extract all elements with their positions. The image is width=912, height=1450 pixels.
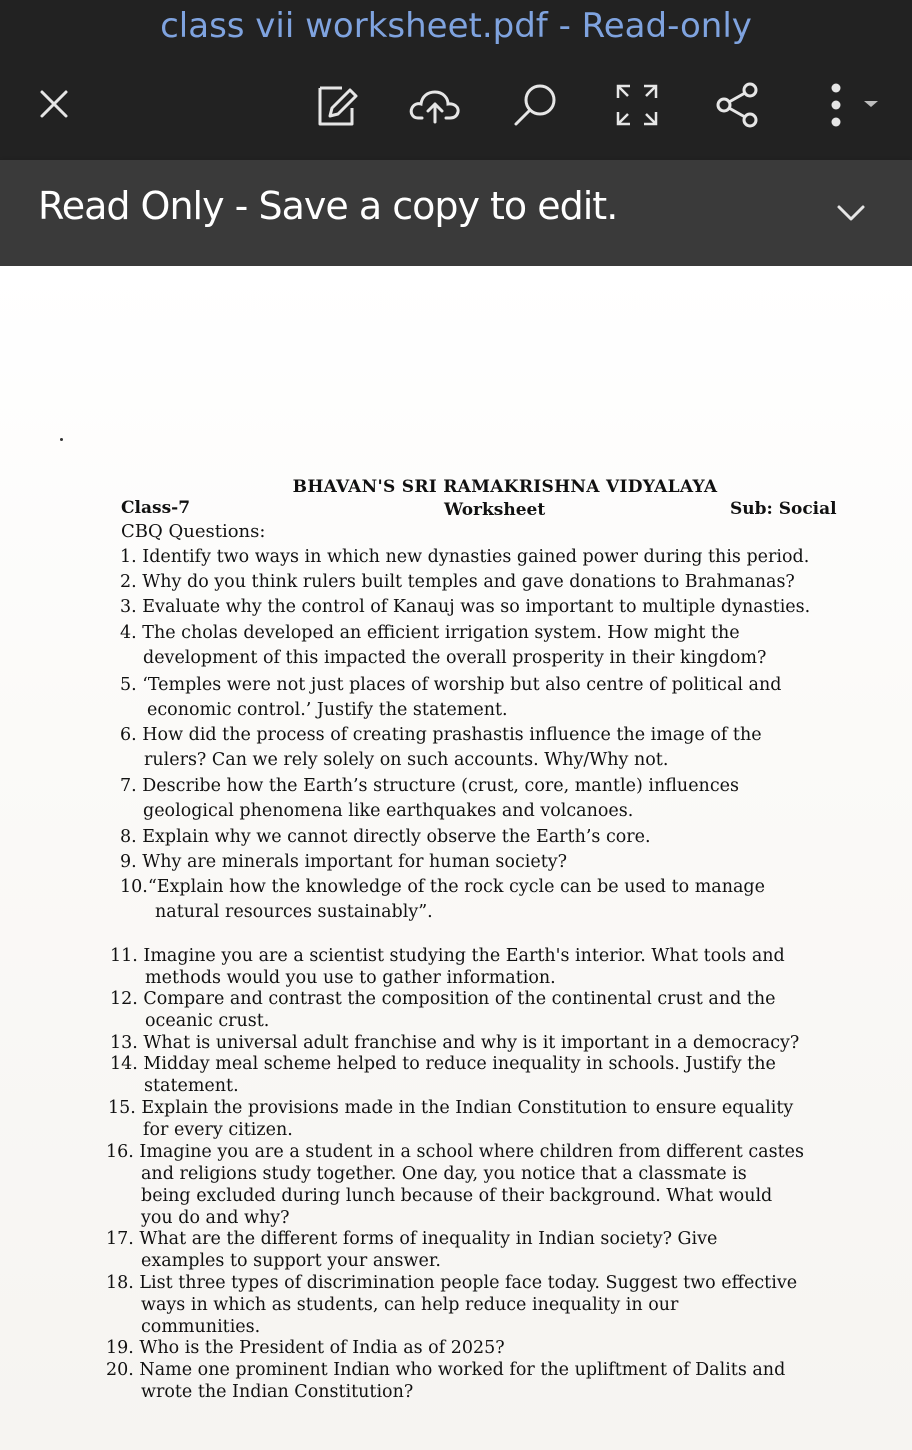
question-text: economic control.’ Justify the statement. <box>147 700 508 720</box>
question-text: and religions study together. One day, you notice that a classmate is <box>141 1164 747 1184</box>
question-12 <box>110 988 776 1032</box>
question-number: 14. <box>110 1054 138 1074</box>
question-text: geological phenomena like earthquakes and volcanoes. <box>143 801 634 821</box>
banner-expand-button[interactable] <box>834 196 868 230</box>
question-number: 1. <box>120 547 137 567</box>
question-2 <box>120 570 795 595</box>
fullscreen-button[interactable] <box>612 80 662 130</box>
question-text: How did the process of creating prashastis influence the image of the <box>142 725 762 745</box>
question-text: Identify two ways in which new dynasties gained power during this period. <box>142 547 810 567</box>
question-number: 5. <box>120 675 137 695</box>
question-16 <box>106 1141 804 1229</box>
class-label: Class-7 <box>121 498 191 518</box>
question-number: 3. <box>120 597 137 617</box>
question-text: being excluded during lunch because of their background. What would <box>141 1186 773 1206</box>
question-text: Evaluate why the control of Kanauj was so important to multiple dynasties. <box>142 597 811 617</box>
edit-icon <box>312 80 362 130</box>
question-number: 2. <box>120 572 137 592</box>
question-text: methods would you use to gather information. <box>145 968 556 988</box>
question-text: Why are minerals important for human society? <box>142 852 568 872</box>
question-19 <box>106 1337 505 1359</box>
search-icon <box>510 80 560 130</box>
question-20 <box>106 1359 785 1403</box>
close-button[interactable] <box>34 84 74 124</box>
edit-button[interactable] <box>312 80 362 130</box>
question-7 <box>120 774 739 824</box>
question-4 <box>120 621 766 671</box>
question-9 <box>120 850 567 875</box>
fullscreen-icon <box>612 80 662 130</box>
question-text: for every citizen. <box>143 1120 293 1140</box>
question-text: List three types of discrimination people face today. Suggest two effective <box>139 1273 798 1293</box>
question-text: ‘Temples were not just places of worship but also centre of political and <box>142 675 782 695</box>
question-number: 15. <box>108 1098 136 1118</box>
question-text: development of this impacted the overall prosperity in their kingdom? <box>143 648 767 668</box>
question-number: 7. <box>120 776 137 796</box>
question-number: 11. <box>110 946 138 966</box>
question-text: Why do you think rulers built temples and gave donations to Brahmanas? <box>142 572 795 592</box>
question-text: communities. <box>141 1317 261 1337</box>
question-text: Midday meal scheme helped to reduce inequality in schools. Justify the <box>143 1054 776 1074</box>
question-number: 18. <box>106 1273 134 1293</box>
worksheet-label: Worksheet <box>444 500 546 520</box>
question-text: Name one prominent Indian who worked for the upliftment of Dalits and <box>139 1360 786 1380</box>
question-17 <box>106 1228 717 1272</box>
question-text: Explain the provisions made in the Indian Constitution to ensure equality <box>141 1098 794 1118</box>
question-text: natural resources sustainably”. <box>155 902 433 922</box>
more-vertical-icon <box>816 80 886 130</box>
question-text: Describe how the Earth’s structure (crust, core, mantle) influences <box>142 776 739 796</box>
question-text: The cholas developed an efficient irrigation system. How might the <box>142 623 740 643</box>
question-text: What is universal adult franchise and why is it important in a democracy? <box>143 1033 800 1053</box>
question-10 <box>120 875 765 925</box>
question-text: rulers? Can we rely solely on such accounts. Why/Why not. <box>144 750 669 770</box>
question-18 <box>106 1272 797 1338</box>
close-icon <box>34 84 74 124</box>
question-number: 13. <box>110 1033 138 1053</box>
question-text: What are the different forms of inequality in Indian society? Give <box>139 1229 718 1249</box>
question-text: examples to support your answer. <box>141 1251 441 1271</box>
question-text: Imagine you are a student in a school where children from different castes <box>139 1142 804 1162</box>
question-14 <box>110 1053 776 1097</box>
question-number: 12. <box>110 989 138 1009</box>
more-options-button[interactable] <box>816 80 886 130</box>
question-text: “Explain how the knowledge of the rock cycle can be used to manage <box>147 877 765 897</box>
school-name: BHAVAN'S SRI RAMAKRISHNA VIDYALAYA <box>292 477 718 497</box>
section-label: CBQ Questions: <box>121 521 266 542</box>
question-3 <box>120 595 810 620</box>
question-number: 17. <box>106 1229 134 1249</box>
question-1 <box>120 545 809 570</box>
subject-label: Sub: Social <box>730 499 837 519</box>
question-text: Compare and contrast the composition of the continental crust and the <box>143 989 776 1009</box>
question-6 <box>120 723 762 773</box>
save-to-cloud-button[interactable] <box>408 80 458 130</box>
question-text: statement. <box>144 1076 239 1096</box>
read-only-banner <box>0 160 912 266</box>
question-text: ways in which as students, can help reduce inequality in our <box>141 1295 679 1315</box>
question-number: 10. <box>120 877 148 897</box>
banner-message: Read Only - Save a copy to edit. <box>38 184 618 228</box>
chevron-down-icon <box>834 196 868 230</box>
question-number: 19. <box>106 1338 134 1358</box>
question-number: 20. <box>106 1360 134 1380</box>
question-text: you do and why? <box>141 1208 290 1228</box>
question-number: 4. <box>120 623 137 643</box>
question-text: wrote the Indian Constitution? <box>141 1382 414 1402</box>
question-text: oceanic crust. <box>145 1011 270 1031</box>
question-number: 16. <box>106 1142 134 1162</box>
search-button[interactable] <box>510 80 560 130</box>
cloud-upload-icon <box>408 80 462 130</box>
question-number: 8. <box>120 827 137 847</box>
question-number: 9. <box>120 852 137 872</box>
share-icon <box>712 80 762 130</box>
question-5 <box>120 673 781 723</box>
page-speck <box>60 438 63 441</box>
question-8 <box>120 825 651 850</box>
window-title: class vii worksheet.pdf - Read-only <box>160 6 752 46</box>
question-text: Explain why we cannot directly observe the Earth’s core. <box>142 827 651 847</box>
question-number: 6. <box>120 725 137 745</box>
question-15 <box>108 1097 793 1141</box>
question-13 <box>110 1032 799 1054</box>
question-11 <box>110 945 785 989</box>
share-button[interactable] <box>712 80 762 130</box>
question-text: Imagine you are a scientist studying the Earth's interior. What tools and <box>143 946 785 966</box>
question-text: Who is the President of India as of 2025? <box>139 1338 505 1358</box>
